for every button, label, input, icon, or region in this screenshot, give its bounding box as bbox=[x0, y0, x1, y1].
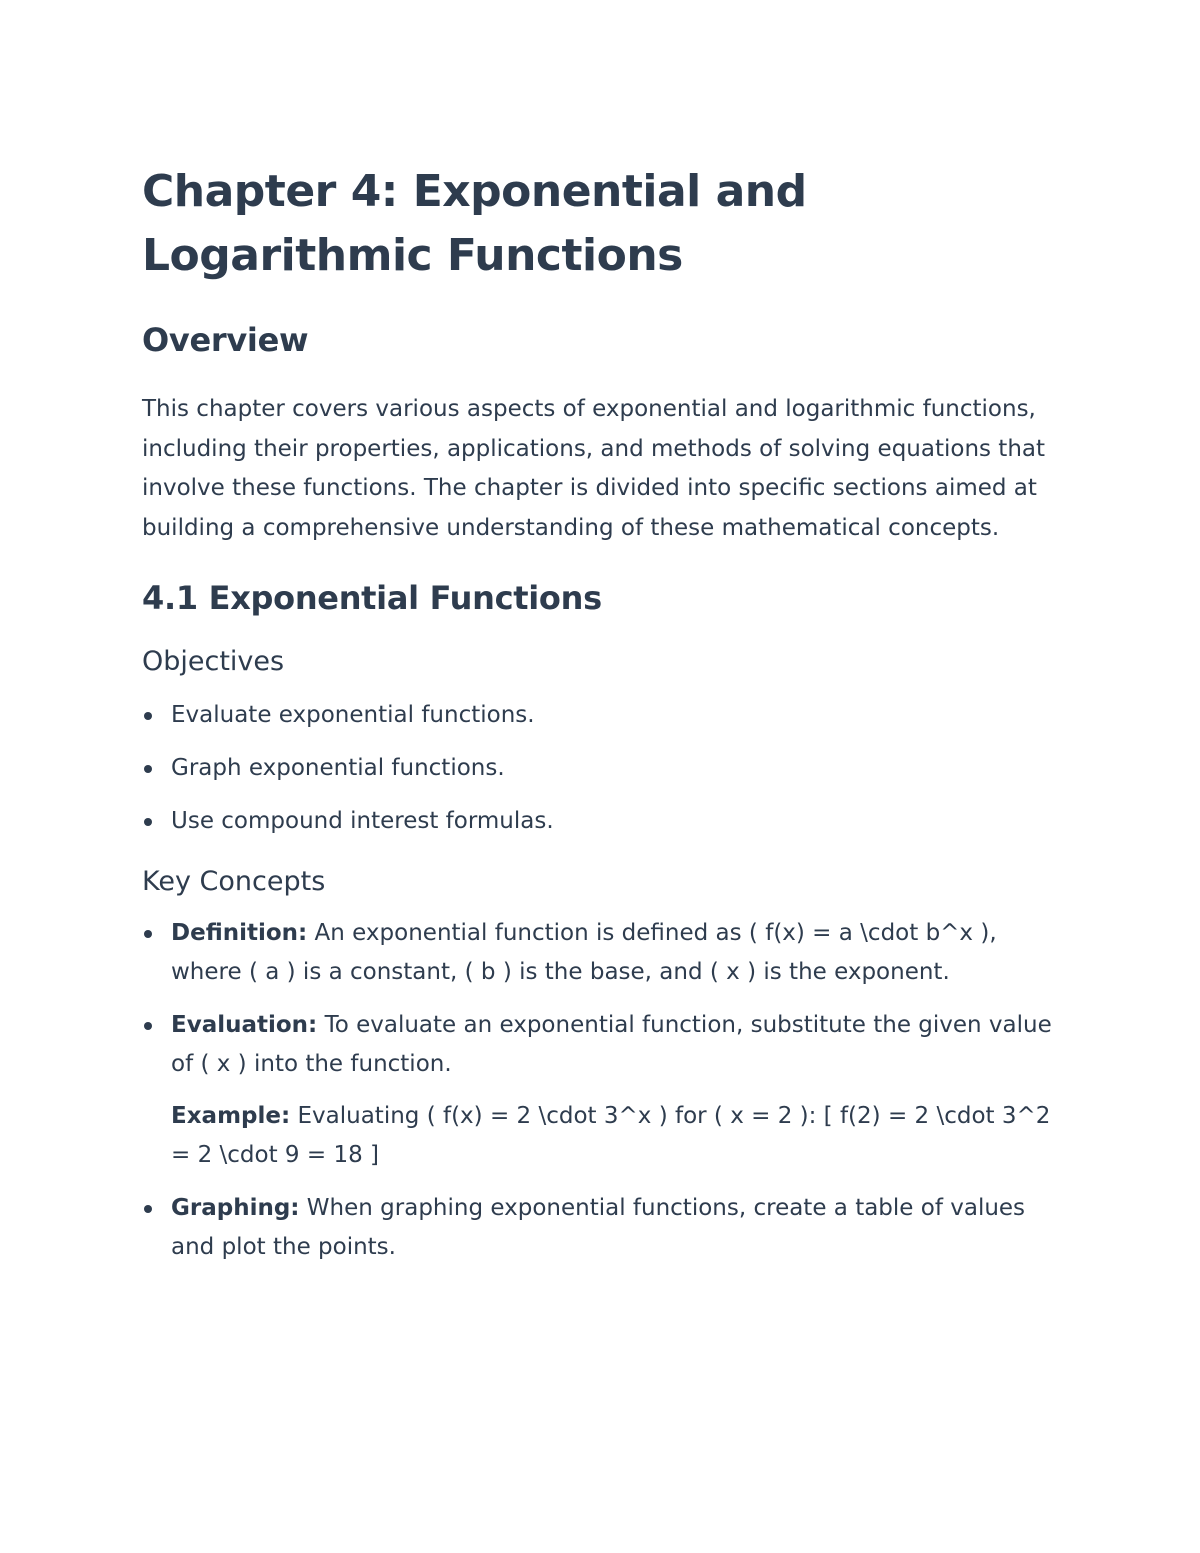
objective-item: Graph exponential functions. bbox=[142, 749, 1072, 789]
overview-heading: Overview bbox=[142, 321, 309, 359]
objectives-list bbox=[142, 696, 1072, 842]
key-concept-item bbox=[142, 914, 1072, 993]
example-block bbox=[171, 1097, 1072, 1176]
concept-term: Graphing: bbox=[171, 1194, 300, 1221]
objective-item: Use compound interest formulas. bbox=[142, 802, 1072, 842]
chapter-title: Chapter 4: Exponential and Logarithmic Functions bbox=[142, 166, 807, 281]
concept-text: An exponential function is defined as ( f(x) = a \cdot b^x ), where ( a ) is a constant, ( b ) is the base, and ( x ) is the exponent. bbox=[171, 919, 997, 985]
example-text: Evaluating ( f(x) = 2 \cdot 3^x ) for ( x = 2 ): [ f(2) = 2 \cdot 3^2 = 2 \cdot 9 = 18 ] bbox=[171, 1102, 1051, 1168]
section-heading: 4.1 Exponential Functions bbox=[142, 579, 602, 617]
concept-text: To evaluate an exponential function, substitute the given value of ( x ) into the function. bbox=[171, 1011, 1052, 1077]
concept-term: Definition: bbox=[171, 919, 308, 946]
overview-paragraph: This chapter covers various aspects of exponential and logarithmic functions, including their properties, applications, and methods of solving equations that involve these functions. The chapter is divided into specific sections aimed at building a comprehensive understanding of these mathematical concepts. bbox=[142, 396, 1046, 541]
key-concept-item bbox=[142, 1189, 1072, 1268]
concept-term: Evaluation: bbox=[171, 1011, 318, 1038]
key-concepts-heading: Key Concepts bbox=[142, 865, 326, 897]
objective-item: Evaluate exponential functions. bbox=[142, 696, 1072, 736]
key-concept-item bbox=[142, 1006, 1072, 1176]
document-page bbox=[142, 160, 1072, 1281]
objectives-heading: Objectives bbox=[142, 646, 285, 677]
concept-text: When graphing exponential functions, create a table of values and plot the points. bbox=[171, 1194, 1026, 1260]
example-term: Example: bbox=[171, 1102, 291, 1129]
key-concepts-list bbox=[142, 914, 1072, 1268]
